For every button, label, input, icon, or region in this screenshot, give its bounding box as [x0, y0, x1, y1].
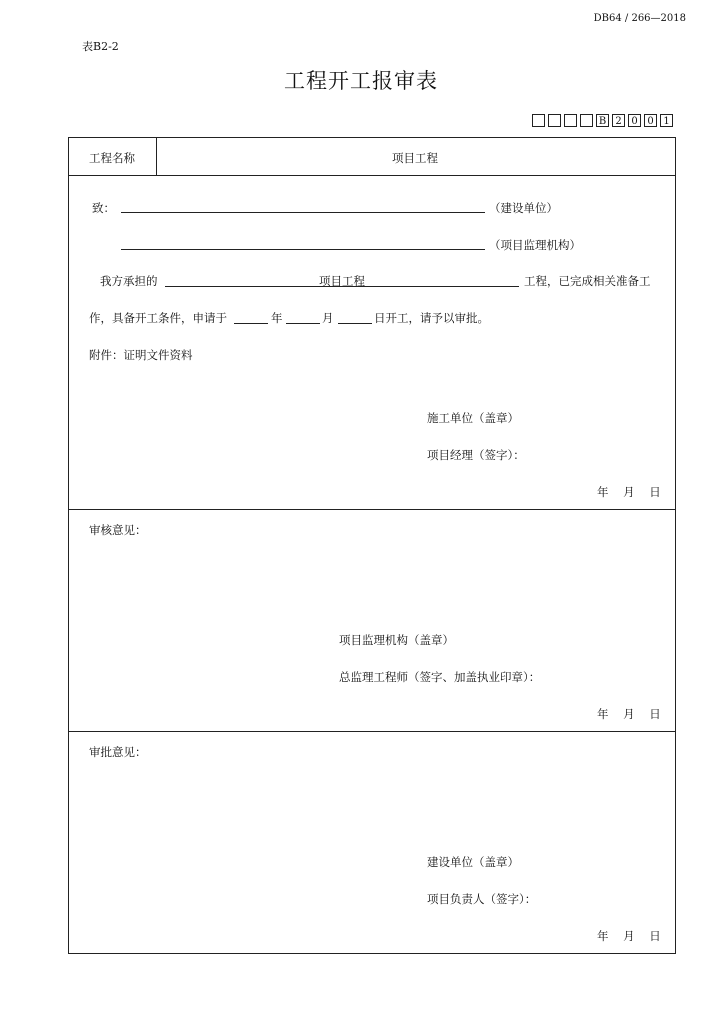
form-number: 表B2-2 [82, 40, 119, 53]
code-box [564, 114, 577, 127]
start-year-field[interactable] [234, 323, 268, 324]
chief-engineer-sign-label: 总监理工程师（签字、加盖执业印章）： [339, 670, 541, 684]
supervision-org-field[interactable] [121, 249, 485, 250]
owner-seal-label: 建设单位（盖章） [427, 855, 519, 869]
approval-date: 年 月 日 [597, 929, 661, 943]
contractor-seal-label: 施工单位（盖章） [427, 411, 519, 425]
year-label: 年 [271, 311, 283, 325]
application-date: 年 月 日 [597, 485, 661, 499]
code-box: 0 [628, 114, 641, 127]
row-divider [69, 731, 675, 732]
project-field-value[interactable]: 项目工程 [319, 274, 365, 288]
code-box: 2 [612, 114, 625, 127]
body-prefix: 我方承担的 [100, 274, 158, 288]
start-month-field[interactable] [286, 323, 320, 324]
supervision-org-label: （项目监理机构） [489, 238, 581, 252]
approval-label: 审批意见： [89, 745, 147, 759]
code-box: B [596, 114, 609, 127]
project-name-label: 工程名称 [89, 151, 135, 165]
code-box [580, 114, 593, 127]
owner-rep-sign-label: 项目负责人（签字）： [427, 892, 537, 906]
code-box: 0 [644, 114, 657, 127]
start-day-field[interactable] [338, 323, 372, 324]
body-suffix: 工程，已完成相关准备工 [524, 274, 651, 288]
row-divider [69, 175, 675, 176]
project-name-value[interactable]: 项目工程 [392, 151, 438, 165]
row-divider [69, 509, 675, 510]
construction-unit-field[interactable] [121, 212, 485, 213]
line2-prefix: 作，具备开工条件，申请于 [89, 311, 227, 325]
supervision-seal-label: 项目监理机构（盖章） [339, 633, 454, 647]
page-title: 工程开工报审表 [284, 69, 438, 93]
code-box [532, 114, 545, 127]
form-table [68, 137, 676, 954]
code-box [548, 114, 561, 127]
line2-suffix: 日开工，请予以审批。 [374, 311, 489, 325]
code-box: 1 [660, 114, 673, 127]
attachment-text: 附件：证明文件资料 [89, 348, 193, 362]
form-code-boxes [532, 114, 673, 127]
month-label: 月 [322, 311, 334, 325]
review-date: 年 月 日 [597, 707, 661, 721]
project-manager-sign-label: 项目经理（签字）： [427, 448, 525, 462]
construction-unit-label: （建设单位） [489, 201, 558, 215]
review-label: 审核意见： [89, 523, 147, 537]
to-label: 致： [92, 201, 115, 215]
standard-code: DB64 / 266—2018 [593, 13, 686, 24]
column-divider [156, 138, 157, 175]
